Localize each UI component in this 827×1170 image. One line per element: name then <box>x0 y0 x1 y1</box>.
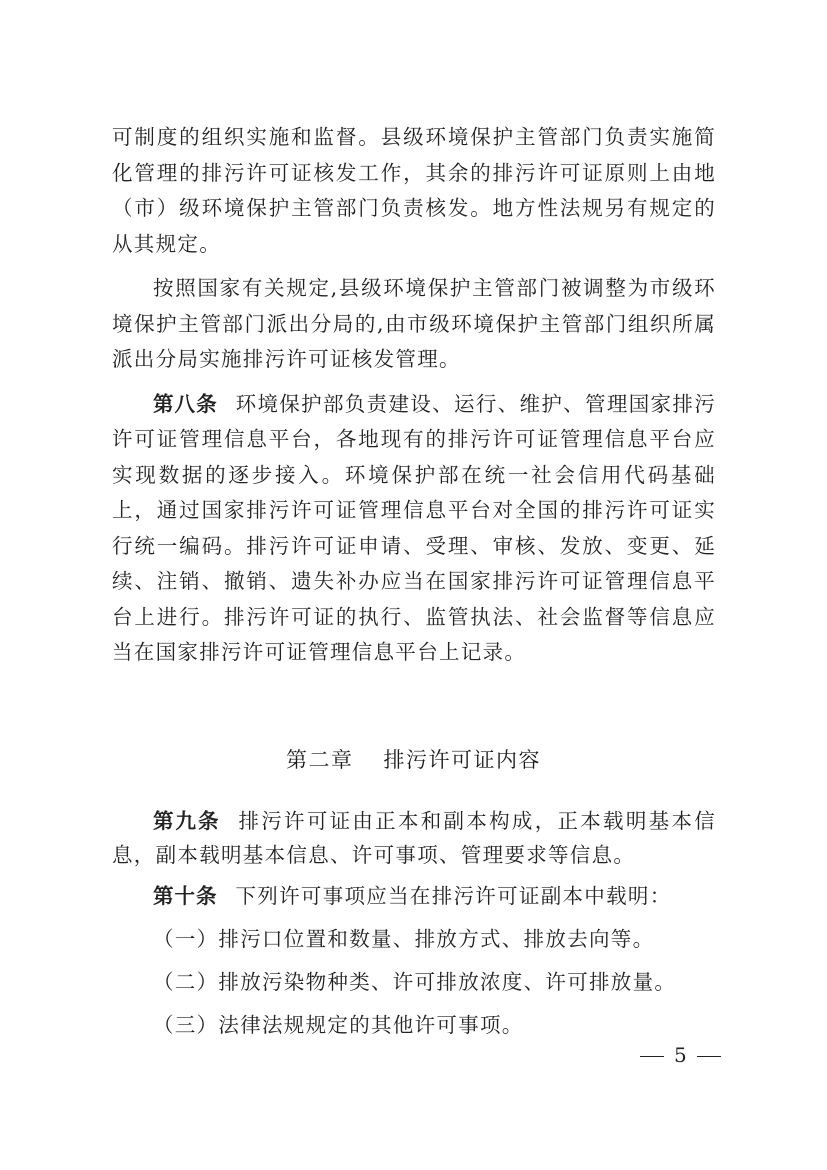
page-number <box>640 1040 730 1070</box>
paragraph-article-9 <box>112 804 716 872</box>
paragraph-article-8 <box>112 387 716 671</box>
body-text-top <box>112 120 716 671</box>
chapter-number: 第二章 <box>286 748 354 772</box>
article-number: 第九条 <box>153 809 221 833</box>
article-text: 环境保护部负责建设、运行、维护、管理国家排污许可证管理信息平台，各地现有的排污许可证管理信息平台应实现数据的逐步接入。环境保护部在统一社会信用代码基础上，通过国家排污许可证管理信息平台对全国的排污许可证实行统一编码。排污许可证申请、受理、审核、发放、变更、延续、注销、撤销、遗失补办应当在国家排污许可证管理信息平台上进行。排污许可证的执行、监管执法、社会监督等信息应当在国家排污许可证管理信息平台上记录。 <box>112 391 717 664</box>
list-item: （二）排放污染物种类、许可排放浓度、许可排放量。 <box>153 970 677 994</box>
paragraph-article-10 <box>112 879 716 913</box>
list-item: （一）排污口位置和数量、排放方式、排放去向等。 <box>153 927 655 951</box>
chapter-heading <box>0 742 827 778</box>
page-number-dash-left <box>640 1056 664 1057</box>
page-number-value: 5 <box>674 1043 687 1067</box>
paragraph-continuation: 可制度的组织实施和监督。县级环境保护主管部门负责实施简化管理的排污许可证核发工作，其余的排污许可证原则上由地（市）级环境保护主管部门负责核发。地方性法规另有规定的从其规定。 <box>112 125 716 256</box>
chapter-title: 排污许可证内容 <box>383 748 541 772</box>
list-item: （三）法律法规规定的其他许可事项。 <box>153 1013 524 1037</box>
article-number: 第十条 <box>153 884 218 908</box>
page-number-dash-right <box>697 1056 721 1057</box>
article-number: 第八条 <box>153 391 218 416</box>
article-text: 下列许可事项应当在排污许可证副本中载明： <box>235 884 672 908</box>
article-text: 排污许可证由正本和副本构成，正本载明基本信息，副本载明基本信息、许可事项、管理要求等信息。 <box>112 809 716 867</box>
body-text-bottom <box>112 804 716 1042</box>
paragraph-county-branch: 按照国家有关规定,县级环境保护主管部门被调整为市级环境保护主管部门派出分局的,由市级环境保护主管部门组织所属派出分局实施排污许可证核发管理。 <box>112 276 716 371</box>
